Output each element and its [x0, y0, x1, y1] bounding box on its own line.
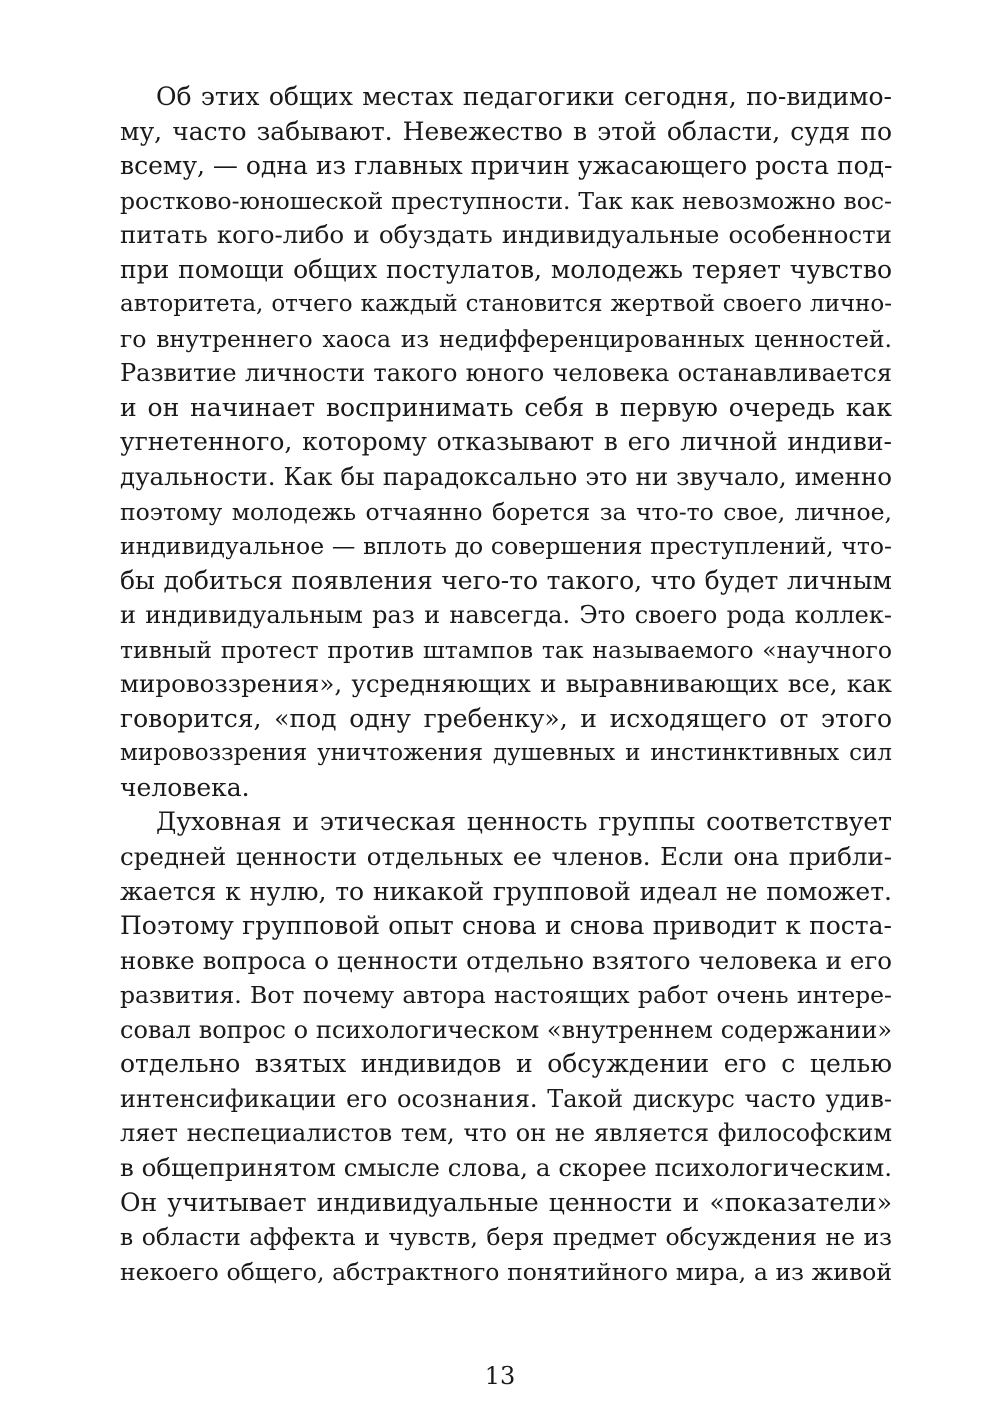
paragraph-2-line: совал вопрос о психологическом «внутреннем содержании» [120, 1015, 892, 1044]
paragraph-1-line: авторитета, отчего каждый становится жертвой своего лично- [120, 291, 892, 318]
paragraph-2-line: Поэтому групповой опыт снова и снова приводит к поста- [120, 911, 892, 941]
paragraph-2-line: Он учитывает индивидуальные ценности и «показатели» [120, 1187, 892, 1217]
paragraph-1-line: человека. [120, 772, 250, 802]
paragraph-1-line: тивный протест против штампов так называемого «научного [120, 635, 892, 664]
paragraph-1-line: мировоззрения уничтожения душевных и инстинктивных сил [120, 740, 892, 767]
paragraph-1-line: при помощи общих постулатов, молодежь теряет чувство [120, 254, 892, 284]
paragraph-1-line: дуальности. Как бы парадоксально это ни звучало, именно [120, 462, 892, 492]
paragraph-2-line: некоего общего, абстрактного понятийного мира, а из живой [120, 1257, 892, 1286]
paragraph-1-line: говорится, «под одну гребенку», и исходящего от этого [120, 703, 892, 733]
paragraph-1-line: ростково-юношеской преступности. Так как невозможно вос- [120, 186, 892, 215]
paragraph-2-line: средней ценности отдельных ее членов. Если она прибли- [120, 842, 892, 872]
paragraph-1-line: питать кого-либо и обуздать индивидуальные особенности [120, 220, 892, 250]
paragraph-1-line: и индивидуальным раз и навсегда. Это своего рода коллек- [120, 601, 892, 630]
paragraph-1-line: всему, — одна из главных причин ужасающего роста под- [120, 151, 893, 181]
paragraph-2-line: в области аффекта и чувств, беря предмет обсуждения не из [120, 1223, 892, 1252]
paragraph-2-line: развития. Вот почему автора настоящих работ очень интере- [120, 981, 892, 1010]
paragraph-2-line: отдельно взятых индивидов и обсуждении его с целью [120, 1049, 892, 1079]
paragraph-2-line: в общепринятом смысле слова, а скорее психологическим. [120, 1152, 892, 1182]
paragraph-1-line: и он начинает воспринимать себя в первую очередь как [120, 392, 892, 422]
paragraph-2-line: жается к нулю, то никакой групповой идеал не поможет. [120, 876, 892, 906]
text-block [120, 80, 892, 1289]
paragraph-2-line: интенсификации его осознания. Такой дискурс часто удив- [120, 1084, 892, 1113]
paragraph-1-line: индивидуальное — вплоть до совершения преступлений, что- [120, 532, 892, 561]
paragraph-1-line: Развитие личности такого юного человека останавливается [120, 359, 892, 388]
paragraph-2-line: ляет неспециалистов тем, что он не является философским [120, 1119, 892, 1148]
paragraph-1-line: му, часто забывают. Невежество в этой области, судя по [120, 116, 892, 146]
paragraph-1-line: го внутреннего хаоса из недифференцированных ценностей. [120, 324, 892, 353]
paragraph-2-line: новке вопроса о ценности отдельно взятого человека и его [120, 945, 892, 975]
paragraph-1-line: угнетенного, которому отказывают в его личной индиви- [120, 427, 892, 457]
paragraph-1-line: мировоззрения», усредняющих и выравнивающих все, как [120, 669, 892, 699]
page-number: 13 [484, 1362, 516, 1390]
paragraph-1-line: бы добиться появления чего-то такого, что будет личным [120, 565, 892, 595]
paragraph-2-line: Духовная и этическая ценность группы соответствует [156, 807, 892, 837]
paragraph-1-line: Об этих общих местах педагогики сегодня, по-видимо- [156, 82, 892, 111]
paragraph-1-line: поэтому молодежь отчаянно борется за что-то свое, личное, [120, 497, 892, 526]
